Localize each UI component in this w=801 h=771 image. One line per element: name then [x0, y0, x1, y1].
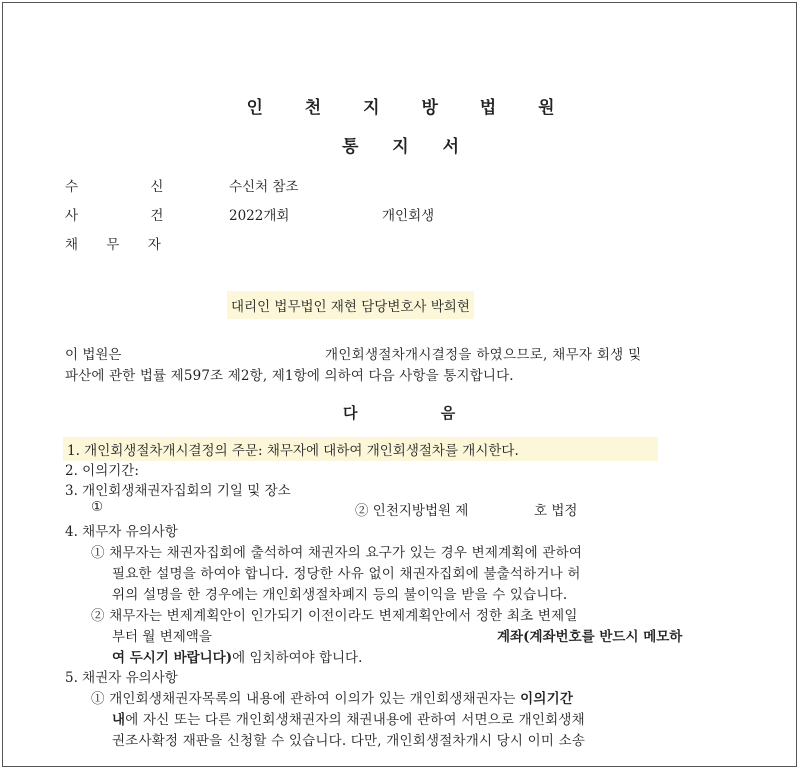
section-heading-char: 음: [440, 404, 456, 422]
item-5-1-line2b: 에 자신 또는 다른 개인회생채권자의 채권내용에 관하여 서면으로 개인회생채: [125, 712, 585, 728]
debtor-label: [65, 233, 161, 253]
item-4-1-line3: 위의 설명을 한 경우에는 개인회생절차폐지 등의 불이익을 받을 수 있습니다.: [112, 587, 568, 603]
debtor-label-char: 무: [106, 237, 120, 253]
recipient-value: 수신처 참조: [229, 179, 299, 195]
item-5-1-line1b: 이의기간: [520, 691, 574, 707]
item-1: 1. 개인회생절차개시결정의 주문: 채무자에 대하여 개인회생절차를 개시한다.: [63, 437, 658, 461]
case-label: [65, 204, 163, 224]
item-5-1-line2a: 내: [112, 712, 126, 728]
intro-line1-start: 이 법원은: [65, 347, 122, 363]
item-4-2-line1: ② 채무자는 변제계획안이 인가되기 이전이라도 변제계획안에서 정한 최초 변제일: [91, 608, 578, 624]
section-heading: [343, 402, 455, 423]
intro-line2: 파산에 관한 법률 제597조 제2항, 제1항에 의하여 다음 사항을 통지합니다.: [65, 368, 514, 384]
item-3-sub2-end: 호 법정: [534, 503, 578, 519]
recipient-label: [65, 175, 163, 195]
debtor-label-char: 자: [147, 237, 161, 253]
debtor-label-char: 채: [65, 237, 79, 253]
intro-line1-end: 개인회생절차개시결정을 하였으므로, 채무자 회생 및: [325, 347, 642, 363]
item-4-2-line2a: 부터 월 변제액을: [112, 629, 212, 645]
item-4: 4. 채무자 유의사항: [65, 524, 178, 540]
agent-line: 대리인 법무법인 재현 담당변호사 박희현: [227, 291, 474, 319]
case-type: 개인회생: [382, 208, 435, 224]
item-5-1-line1: [91, 687, 573, 707]
item-4-1-line2: 필요한 설명을 하여야 합니다. 정당한 사유 없이 채권자집회에 불출석하거나 허: [112, 566, 581, 582]
item-4-2-line2b: 계좌(계좌번호를 반드시 메모하: [497, 629, 683, 645]
item-2: 2. 이의기간:: [65, 463, 139, 479]
item-5-1-line2: [112, 708, 585, 728]
case-label-char: 사: [65, 208, 79, 224]
item-5-1-line1a: ① 개인회생채권자목록의 내용에 관하여 이의가 있는 개인회생채권자는: [91, 691, 516, 707]
document-title: 통 지 서: [341, 137, 474, 157]
recipient-label-char: 신: [150, 179, 164, 195]
item-4-2-line3b: 에 임치하여야 합니다.: [232, 650, 363, 666]
court-name: 인 천 지 방 법 원: [246, 98, 573, 118]
case-label-char: 건: [150, 208, 164, 224]
item-5: 5. 채권자 유의사항: [65, 670, 178, 686]
item-4-1-line1: ① 채무자는 채권자집회에 출석하여 채권자의 요구가 있는 경우 변제계획에 관하여: [91, 545, 583, 561]
item-3-sub1: ①: [91, 499, 104, 515]
item-4-2-line3a: 여 두시기 바랍니다): [112, 650, 233, 666]
item-3-sub2: ② 인천지방법원 제: [355, 503, 469, 519]
item-3: 3. 개인회생채권자집회의 기일 및 장소: [65, 483, 291, 499]
item-5-1-line3: 권조사확정 재판을 신청할 수 있습니다. 다만, 개인회생절차개시 당시 이미 소송: [112, 733, 586, 749]
section-heading-char: 다: [343, 404, 358, 422]
item-4-2-line3: [112, 646, 362, 666]
recipient-label-char: 수: [65, 179, 79, 195]
case-number: 2022개회: [229, 208, 290, 224]
